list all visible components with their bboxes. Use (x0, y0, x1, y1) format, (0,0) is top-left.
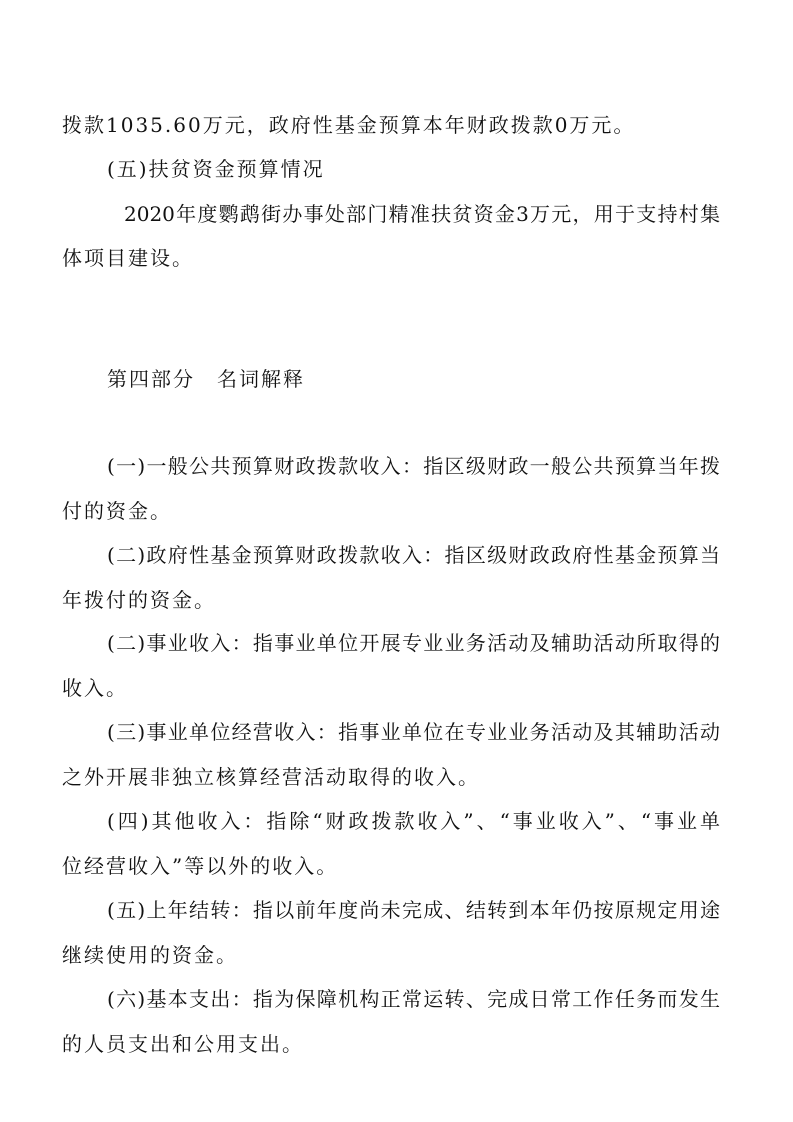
text-line: 拨款1035.60万元，政府性基金预算本年财政拨款0万元。 (62, 113, 636, 137)
text-line: 体项目建设。 (62, 246, 194, 270)
text-line: (四)其他收入：指除“财政拨款收入”、“事业收入”、“事业单 (107, 809, 720, 833)
text-line: 收入。 (62, 676, 128, 700)
text-line: 的人员支出和公用支出。 (62, 1032, 304, 1056)
text-line: (三)事业单位经营收入：指事业单位在专业业务活动及其辅助活动 (107, 720, 720, 744)
text-line: 年拨付的资金。 (62, 588, 216, 612)
text-line: (一)一般公共预算财政拨款收入：指区级财政一般公共预算当年拨 (107, 454, 720, 478)
text-line: 继续使用的资金。 (62, 943, 238, 967)
text-line: 付的资金。 (62, 499, 172, 523)
text-line: 位经营收入”等以外的收入。 (62, 854, 339, 878)
text-line: (二)事业收入：指事业单位开展专业业务活动及辅助活动所取得的 (107, 631, 720, 655)
text-line: (五)上年结转：指以前年度尚未完成、结转到本年仍按原规定用途 (107, 898, 720, 922)
section-heading: 第四部分 名词解释 (107, 367, 305, 391)
text-line: 之外开展非独立核算经营活动取得的收入。 (62, 765, 480, 789)
subsection-heading: (五)扶贫资金预算情况 (107, 157, 325, 181)
text-line: (二)政府性基金预算财政拨款收入：指区级财政政府性基金预算当 (107, 543, 720, 567)
text-line: 2020年度鹦鹉街办事处部门精准扶贫资金3万元，用于支持村集 (124, 202, 720, 226)
text-line: (六)基本支出：指为保障机构正常运转、完成日常工作任务而发生 (107, 987, 720, 1011)
